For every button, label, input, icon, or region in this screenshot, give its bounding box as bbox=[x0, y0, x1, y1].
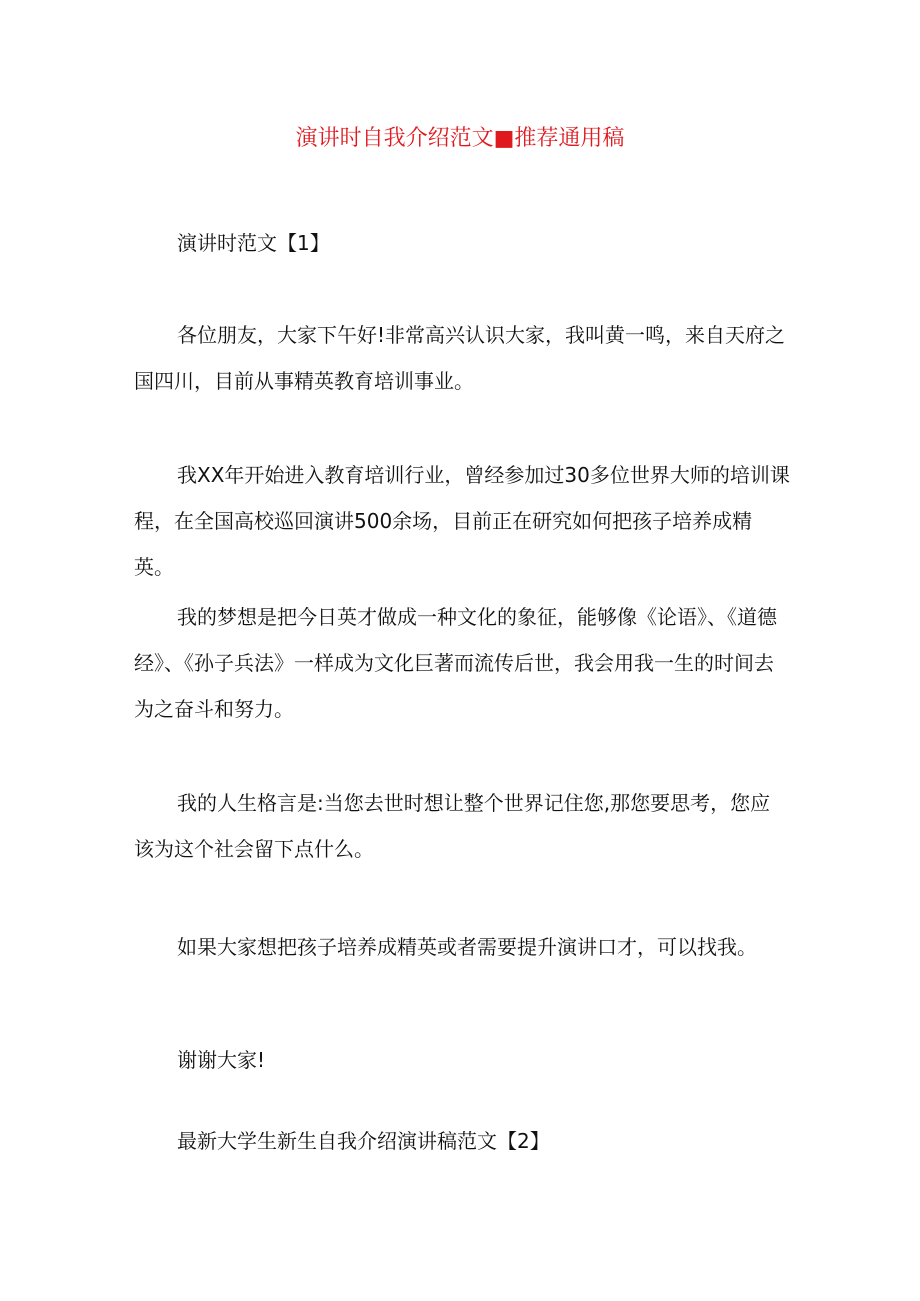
paragraph-motto: 我的人生格言是:当您去世时想让整个世界记住您,那您要思考，您应该为这个社会留下点什么。 bbox=[134, 791, 771, 861]
paragraph-thanks: 谢谢大家! bbox=[177, 1048, 266, 1072]
paragraph-dream: 我的梦想是把今日英才做成一种文化的象征，能够像《论语》、《道德经》、《孙子兵法》一样成为文化巨著而流传后世，我会用我一生的时间去为之奋斗和努力。 bbox=[134, 605, 777, 721]
paragraph-contact: 如果大家想把孩子培养成精英或者需要提升演讲口才，可以找我。 bbox=[177, 935, 757, 959]
section-heading-1: 演讲时范文【1】 bbox=[177, 231, 330, 255]
document-title: 演讲时自我介绍范文■推荐通用稿 bbox=[295, 126, 625, 151]
paragraph-greeting: 各位朋友，大家下午好!非常高兴认识大家，我叫黄一鸣，来自天府之国四川，目前从事精英教育培训事业。 bbox=[134, 323, 786, 393]
paragraph-experience: 我XX年开始进入教育培训行业，曾经参加过30多位世界大师的培训课程，在全国高校巡回演讲500余场，目前正在研究如何把孩子培养成精英。 bbox=[134, 463, 790, 579]
section-heading-2: 最新大学生新生自我介绍演讲稿范文【2】 bbox=[177, 1129, 550, 1153]
